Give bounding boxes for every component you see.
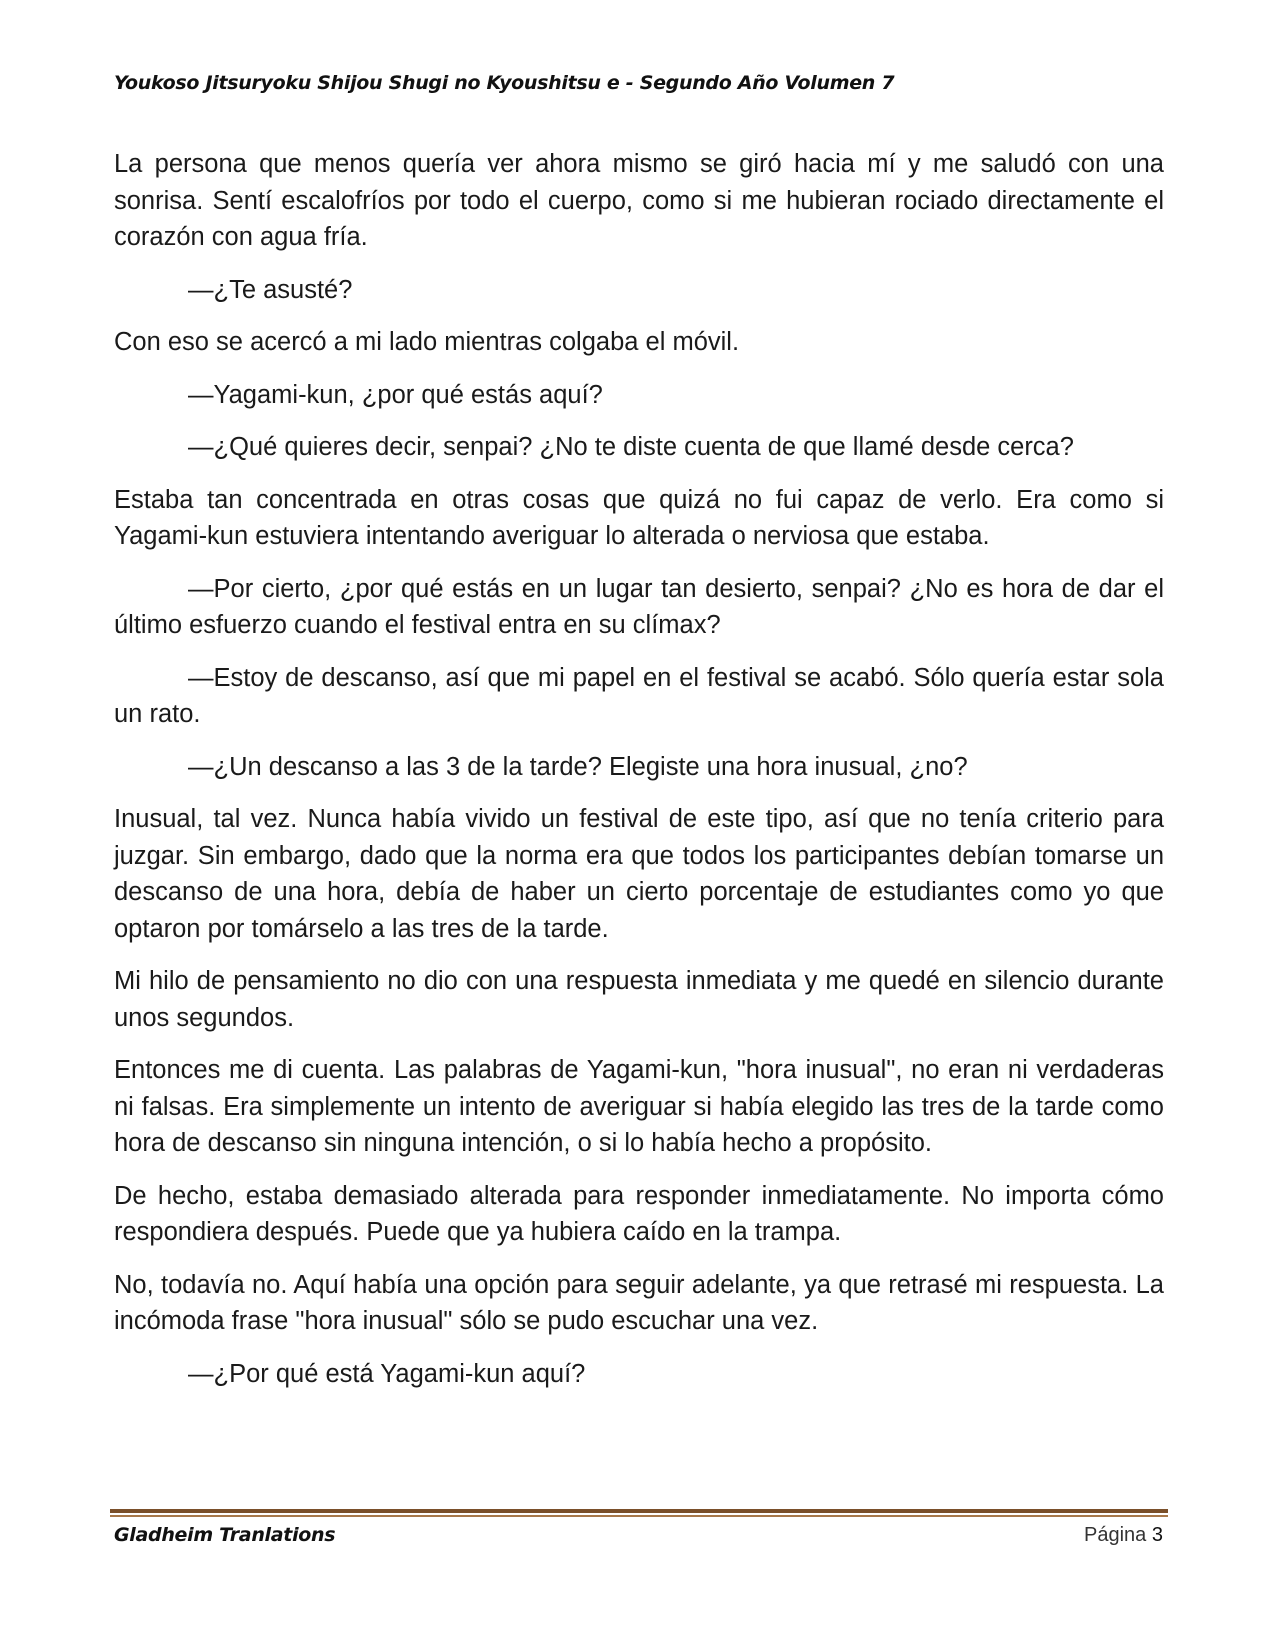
paragraph: De hecho, estaba demasiado alterada para responder inmediatamente. No importa cómo respondiera después. Puede que ya hubiera caído en la trampa. xyxy=(114,1181,1164,1246)
footer-divider-thin xyxy=(110,1515,1168,1517)
dialogue-line: —¿Te asusté? xyxy=(188,275,353,304)
running-header: Youkoso Jitsuryoku Shijou Shugi no Kyoushitsu e - Segundo Año Volumen 7 xyxy=(114,72,895,94)
page-label: Página xyxy=(1084,1524,1147,1546)
paragraph: No, todavía no. Aquí había una opción para seguir adelante, ya que retrasé mi respuesta. La incómoda frase "hora inusual" sólo se pudo escuchar una vez. xyxy=(114,1270,1164,1335)
paragraph: Con eso se acercó a mi lado mientras colgaba el móvil. xyxy=(114,328,740,356)
paragraph: Inusual, tal vez. Nunca había vivido un festival de este tipo, así que no tenía criterio para juzgar. Sin embargo, dado que la norma era que todos los participantes debían tomarse un descanso de una hora, debía de haber un cierto porcentaje de estudiantes como yo que optaron por tomárselo a las tres de la tarde. xyxy=(114,805,1164,943)
page-number: 3 xyxy=(1151,1524,1163,1546)
dialogue-line: —Estoy de descanso, así que mi papel en el festival se acabó. Sólo quería estar sola un rato. xyxy=(114,663,1164,728)
dialogue-line: —Por cierto, ¿por qué estás en un lugar tan desierto, senpai? ¿No es hora de dar el último esfuerzo cuando el festival entra en su clímax? xyxy=(114,574,1164,639)
footer-divider-thick xyxy=(110,1509,1168,1513)
footer-divider xyxy=(110,1509,1168,1517)
paragraph: Estaba tan concentrada en otras cosas que quizá no fui capaz de verlo. Era como si Yagami-kun estuviera intentando averiguar lo alterada o nerviosa que estaba. xyxy=(114,485,1164,550)
paragraph: La persona que menos quería ver ahora mismo se giró hacia mí y me saludó con una sonrisa. Sentí escalofríos por todo el cuerpo, como si me hubieran rociado directamente el corazón con agua fría. xyxy=(114,150,1164,251)
paragraph: Mi hilo de pensamiento no dio con una respuesta inmediata y me quedé en silencio durante unos segundos. xyxy=(114,967,1164,1032)
dialogue-line: —Yagami-kun, ¿por qué estás aquí? xyxy=(188,380,603,409)
dialogue-line: —¿Por qué está Yagami-kun aquí? xyxy=(188,1359,586,1388)
dialogue-line: —¿Un descanso a las 3 de la tarde? Elegiste una hora inusual, ¿no? xyxy=(188,752,968,781)
page-number-label xyxy=(1084,1524,1163,1547)
dialogue-line: —¿Qué quieres decir, senpai? ¿No te diste cuenta de que llamé desde cerca? xyxy=(188,433,1074,461)
footer-credit: Gladheim Tranlations xyxy=(114,1524,336,1546)
paragraph: Entonces me di cuenta. Las palabras de Yagami-kun, "hora inusual", no eran ni verdaderas ni falsas. Era simplemente un intento de averiguar si había elegido las tres de la tarde como hora de descanso sin ninguna intención, o si lo había hecho a propósito. xyxy=(114,1056,1164,1157)
page-body xyxy=(114,146,1164,1408)
